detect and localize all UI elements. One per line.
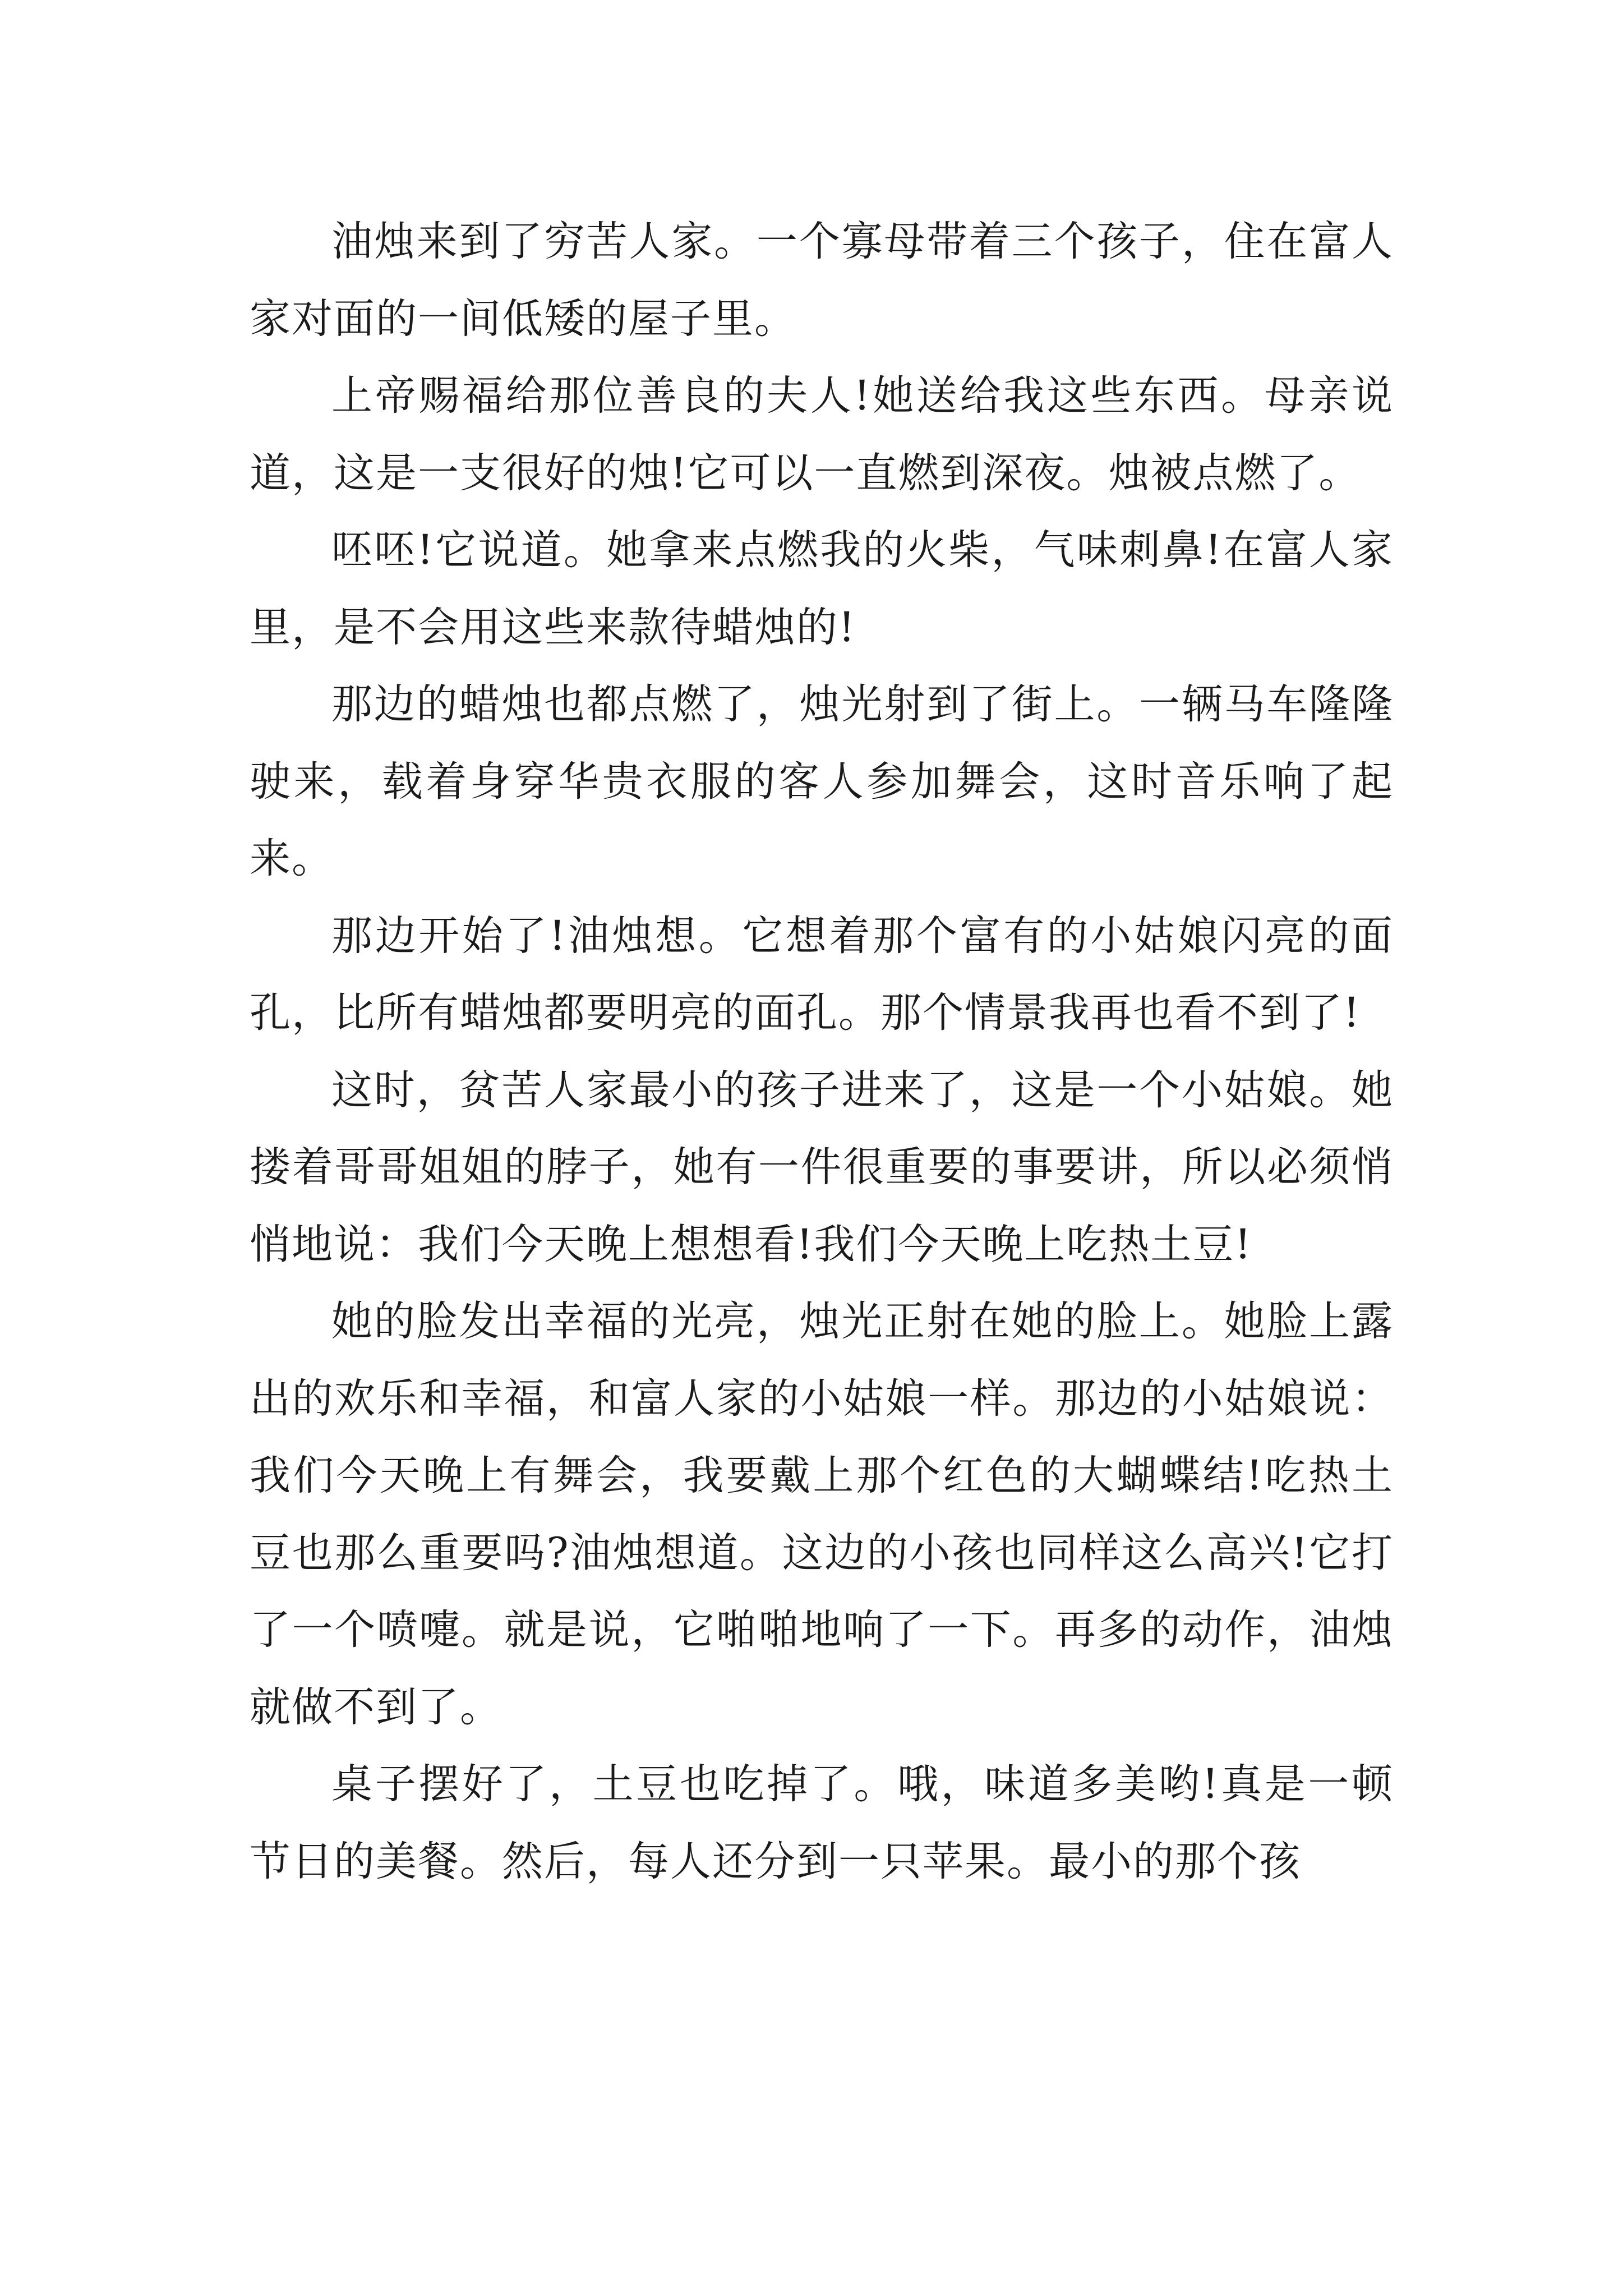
paragraph: 上帝赐福给那位善良的夫人!她送给我这些东西。母亲说道，这是一支很好的烛!它可以一直燃到深夜。烛被点燃了。 xyxy=(250,372,1394,497)
paragraph: 她的脸发出幸福的光亮，烛光正射在她的脸上。她脸上露出的欢乐和幸福，和富人家的小姑娘一样。那边的小姑娘说：我们今天晚上有舞会，我要戴上那个红色的大蝴蝶结!吃热土豆也那么重要吗?油烛想道。这边的小孩也同样这么高兴!它打了一个喷嚏。就是说，它啪啪地响了一下。再多的动作，油烛就做不到了。 xyxy=(250,1297,1394,1731)
paragraph: 那边的蜡烛也都点燃了，烛光射到了街上。一辆马车隆隆驶来，载着身穿华贵衣服的客人参加舞会，这时音乐响了起来。 xyxy=(250,680,1394,882)
paragraph: 那边开始了!油烛想。它想着那个富有的小姑娘闪亮的面孔，比所有蜡烛都要明亮的面孔。那个情景我再也看不到了! xyxy=(250,912,1394,1037)
story-body xyxy=(250,203,1394,1900)
paragraph: 油烛来到了穷苦人家。一个寡母带着三个孩子，住在富人家对面的一间低矮的屋子里。 xyxy=(250,218,1394,343)
paragraph: 呸呸!它说道。她拿来点燃我的火柴，气味刺鼻!在富人家里，是不会用这些来款待蜡烛的! xyxy=(250,526,1394,651)
paragraph: 这时，贫苦人家最小的孩子进来了，这是一个小姑娘。她搂着哥哥姐姐的脖子，她有一件很重要的事要讲，所以必须悄悄地说：我们今天晚上想想看!我们今天晚上吃热土豆! xyxy=(250,1066,1394,1268)
paragraph: 桌子摆好了，土豆也吃掉了。哦，味道多美哟!真是一顿节日的美餐。然后，每人还分到一只苹果。最小的那个孩 xyxy=(250,1760,1394,1885)
